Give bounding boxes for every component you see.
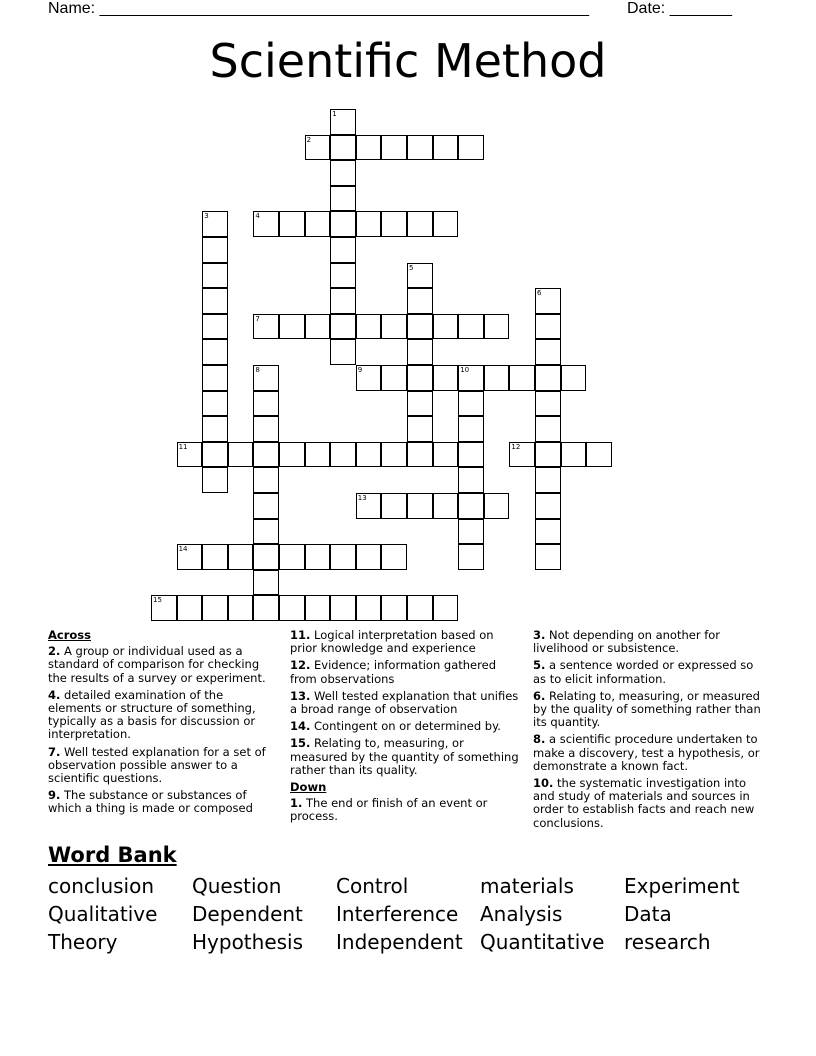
grid-cell[interactable]: [381, 314, 407, 340]
grid-cell[interactable]: [433, 442, 459, 468]
grid-cell[interactable]: [356, 595, 382, 621]
cell-number: 13: [357, 494, 367, 502]
clue-down-6: 6. Relating to, measuring, or measured by the quality of something rather than its quantity.: [533, 688, 761, 730]
grid-cell[interactable]: [253, 595, 279, 621]
word-bank-item: Control: [336, 874, 409, 898]
word-bank-item: Hypothesis: [192, 930, 304, 954]
grid-cell[interactable]: [330, 263, 356, 289]
grid-cell[interactable]: [330, 135, 356, 161]
grid-cell[interactable]: [458, 467, 484, 493]
grid-cell[interactable]: [253, 211, 279, 237]
grid-cell[interactable]: [305, 442, 331, 468]
grid-cell[interactable]: [330, 442, 356, 468]
grid-cell[interactable]: [458, 135, 484, 161]
grid-cell[interactable]: [407, 339, 433, 365]
grid-cell[interactable]: [535, 442, 561, 468]
grid-cell[interactable]: [535, 391, 561, 417]
grid-cell[interactable]: [433, 211, 459, 237]
clue-down-3: 3. Not depending on another for livelihood or subsistence.: [533, 628, 721, 656]
word-bank-item: Question: [192, 874, 282, 898]
grid-cell[interactable]: [458, 519, 484, 545]
clue-across-2: 2. A group or individual used as a standard of comparison for checking the results of a survey or experiment.: [48, 644, 266, 685]
grid-cell[interactable]: [381, 365, 407, 391]
grid-cell[interactable]: [407, 288, 433, 314]
grid-cell[interactable]: [356, 493, 382, 519]
cell-number: 10: [460, 366, 470, 374]
grid-cell[interactable]: [433, 493, 459, 519]
grid-cell[interactable]: [407, 442, 433, 468]
word-bank-item: Dependent: [192, 902, 303, 926]
cell-number: 15: [153, 596, 162, 605]
grid-cell[interactable]: [228, 595, 254, 621]
grid-cell[interactable]: [330, 288, 356, 314]
grid-cell[interactable]: [381, 442, 407, 468]
grid-cell[interactable]: [381, 493, 407, 519]
grid-cell[interactable]: [433, 595, 459, 621]
grid-cell[interactable]: [330, 544, 356, 570]
grid-cell[interactable]: [484, 365, 510, 391]
clue-down-1: 1. The end or finish of an event or process.: [290, 796, 488, 824]
grid-cell[interactable]: [484, 314, 510, 340]
word-bank-item: Data: [624, 902, 672, 926]
word-bank-item: Quantitative: [480, 930, 605, 954]
grid-cell[interactable]: [381, 135, 407, 161]
grid-cell[interactable]: [561, 442, 587, 468]
grid-cell[interactable]: [253, 416, 279, 442]
grid-cell[interactable]: [253, 493, 279, 519]
grid-cell[interactable]: [407, 263, 433, 289]
grid-cell[interactable]: [330, 186, 356, 212]
grid-cell[interactable]: [433, 314, 459, 340]
grid-cell[interactable]: [305, 314, 331, 340]
cell-number: 7: [255, 314, 260, 323]
cell-number: 14: [178, 545, 188, 554]
grid-cell[interactable]: [253, 442, 279, 468]
grid-cell[interactable]: [253, 314, 279, 340]
clue-across-13: 13. Well tested explanation that unifies a broad range of observation: [290, 688, 519, 717]
cell-number: 1: [332, 110, 337, 118]
grid-cell[interactable]: [305, 135, 331, 161]
grid-cell[interactable]: [330, 339, 356, 365]
grid-cell[interactable]: [330, 237, 356, 263]
date-field[interactable]: Date: _______: [627, 0, 732, 17]
grid-cell[interactable]: [202, 288, 228, 314]
grid-cell[interactable]: [202, 339, 228, 365]
grid-cell[interactable]: [202, 416, 228, 442]
cell-number: 4: [255, 212, 260, 221]
clue-across-15: 15. Relating to, measuring, or measured by the quantity of something rather than its quality.: [290, 736, 519, 777]
clue-across-9: 9. The substance or substances of which a thing is made or composed: [48, 788, 253, 816]
grid-cell[interactable]: [535, 544, 561, 570]
word-bank-item: conclusion: [48, 874, 155, 898]
word-bank-item: Analysis: [480, 902, 563, 926]
grid-cell[interactable]: [535, 365, 561, 391]
grid-cell[interactable]: [407, 595, 433, 621]
grid-cell[interactable]: [177, 544, 203, 570]
grid-cell[interactable]: [253, 467, 279, 493]
grid-cell[interactable]: [458, 314, 484, 340]
cell-number: 12: [511, 442, 521, 451]
word-bank-item: research: [624, 930, 711, 954]
cell-number: 11: [178, 442, 188, 451]
grid-cell[interactable]: [330, 595, 356, 621]
grid-cell[interactable]: [305, 595, 331, 621]
grid-cell[interactable]: [202, 595, 228, 621]
clues-column-2: [290, 629, 522, 828]
grid-cell[interactable]: [407, 391, 433, 417]
grid-cell[interactable]: [177, 595, 203, 621]
grid-cell[interactable]: [279, 211, 305, 237]
grid-cell[interactable]: [279, 544, 305, 570]
grid-cell[interactable]: [458, 442, 484, 468]
grid-cell[interactable]: [356, 314, 382, 340]
grid-cell[interactable]: [433, 135, 459, 161]
grid-cell[interactable]: [202, 467, 228, 493]
grid-cell[interactable]: [228, 544, 254, 570]
grid-cell[interactable]: [458, 391, 484, 417]
clues-column-1: [48, 629, 280, 820]
grid-cell[interactable]: [228, 442, 254, 468]
grid-cell[interactable]: [279, 314, 305, 340]
grid-cell[interactable]: [356, 544, 382, 570]
grid-cell[interactable]: [509, 365, 535, 391]
grid-cell[interactable]: [407, 135, 433, 161]
grid-cell[interactable]: [202, 442, 228, 468]
word-bank-item: Qualitative: [48, 902, 158, 926]
down-heading: Down: [290, 780, 327, 795]
grid-cell[interactable]: [330, 109, 356, 135]
grid-cell[interactable]: [509, 442, 535, 468]
grid-cell[interactable]: [202, 211, 228, 237]
grid-cell[interactable]: [356, 211, 382, 237]
grid-cell[interactable]: [535, 314, 561, 340]
grid-cell[interactable]: [279, 442, 305, 468]
grid-cell[interactable]: [305, 211, 331, 237]
clue-across-14: 14. Contingent on or determined by.: [290, 719, 501, 734]
clue-across-12: 12. Evidence; information gathered from observations: [290, 658, 496, 686]
cell-number: 6: [537, 289, 542, 298]
grid-cell[interactable]: [202, 314, 228, 340]
cell-number: 3: [204, 212, 209, 221]
grid-cell[interactable]: [561, 365, 587, 391]
clues-column-3: [533, 629, 765, 834]
clue-down-8: 8. a scientific procedure undertaken to make a discovery, test a hypothesis, or demonstrate a known fact.: [533, 732, 760, 773]
clue-across-11: 11. Logical interpretation based on prior knowledge and experience: [290, 628, 494, 656]
grid-cell[interactable]: [202, 237, 228, 263]
grid-cell[interactable]: [458, 544, 484, 570]
grid-cell[interactable]: [330, 314, 356, 340]
grid-cell[interactable]: [458, 493, 484, 519]
grid-cell[interactable]: [484, 493, 510, 519]
grid-cell[interactable]: [535, 467, 561, 493]
grid-cell[interactable]: [407, 416, 433, 442]
cell-number: 8: [255, 366, 260, 374]
grid-cell[interactable]: [458, 365, 484, 391]
grid-cell[interactable]: [177, 442, 203, 468]
grid-cell[interactable]: [253, 365, 279, 391]
word-bank-item: Independent: [336, 930, 463, 954]
grid-cell[interactable]: [535, 416, 561, 442]
grid-cell[interactable]: [151, 595, 177, 621]
word-bank-item: materials: [480, 874, 574, 898]
grid-cell[interactable]: [535, 288, 561, 314]
grid-cell[interactable]: [253, 570, 279, 596]
grid-cell[interactable]: [381, 544, 407, 570]
grid-cell[interactable]: [535, 493, 561, 519]
grid-cell[interactable]: [356, 135, 382, 161]
grid-cell[interactable]: [535, 339, 561, 365]
grid-cell[interactable]: [330, 160, 356, 186]
grid-cell[interactable]: [253, 391, 279, 417]
grid-cell[interactable]: [202, 544, 228, 570]
grid-cell[interactable]: [279, 595, 305, 621]
grid-cell[interactable]: [407, 314, 433, 340]
grid-cell[interactable]: [356, 365, 382, 391]
grid-cell[interactable]: [330, 211, 356, 237]
grid-cell[interactable]: [253, 544, 279, 570]
clue-down-5: 5. a sentence worded or expressed so as to elicit information.: [533, 658, 754, 686]
grid-cell[interactable]: [202, 391, 228, 417]
word-bank-title: Word Bank: [48, 843, 177, 867]
clue-across-7: 7. Well tested explanation for a set of observation possible answer to a scientific questions.: [48, 744, 266, 786]
cell-number: 9: [357, 366, 363, 374]
cell-number: 5: [409, 263, 414, 272]
grid-cell[interactable]: [202, 263, 228, 289]
grid-cell[interactable]: [433, 365, 459, 391]
grid-cell[interactable]: [202, 365, 228, 391]
grid-cell[interactable]: [381, 595, 407, 621]
word-bank-item: Interference: [336, 902, 459, 926]
grid-cell[interactable]: [356, 442, 382, 468]
name-field[interactable]: Name: _______________________________________________________: [48, 0, 589, 17]
grid-cell[interactable]: [407, 211, 433, 237]
grid-cell[interactable]: [458, 416, 484, 442]
across-heading: Across: [48, 628, 91, 642]
clue-across-4: 4. detailed examination of the elements or structure of something, typically as a basis for discussion or interpretation.: [48, 687, 256, 742]
word-bank-item: Theory: [48, 930, 118, 954]
grid-cell[interactable]: [586, 442, 612, 468]
cell-number: 2: [306, 135, 312, 144]
page-title: Scientific Method: [209, 34, 607, 88]
grid-cell[interactable]: [381, 211, 407, 237]
grid-cell[interactable]: [407, 365, 433, 391]
grid-cell[interactable]: [407, 493, 433, 519]
grid-cell[interactable]: [305, 544, 331, 570]
grid-cell[interactable]: [535, 519, 561, 545]
word-bank-item: Experiment: [624, 874, 740, 898]
clue-down-10: 10. the systematic investigation into and study of materials and sources in order to establish facts and reach new conclusions.: [533, 776, 755, 830]
grid-cell[interactable]: [253, 519, 279, 545]
